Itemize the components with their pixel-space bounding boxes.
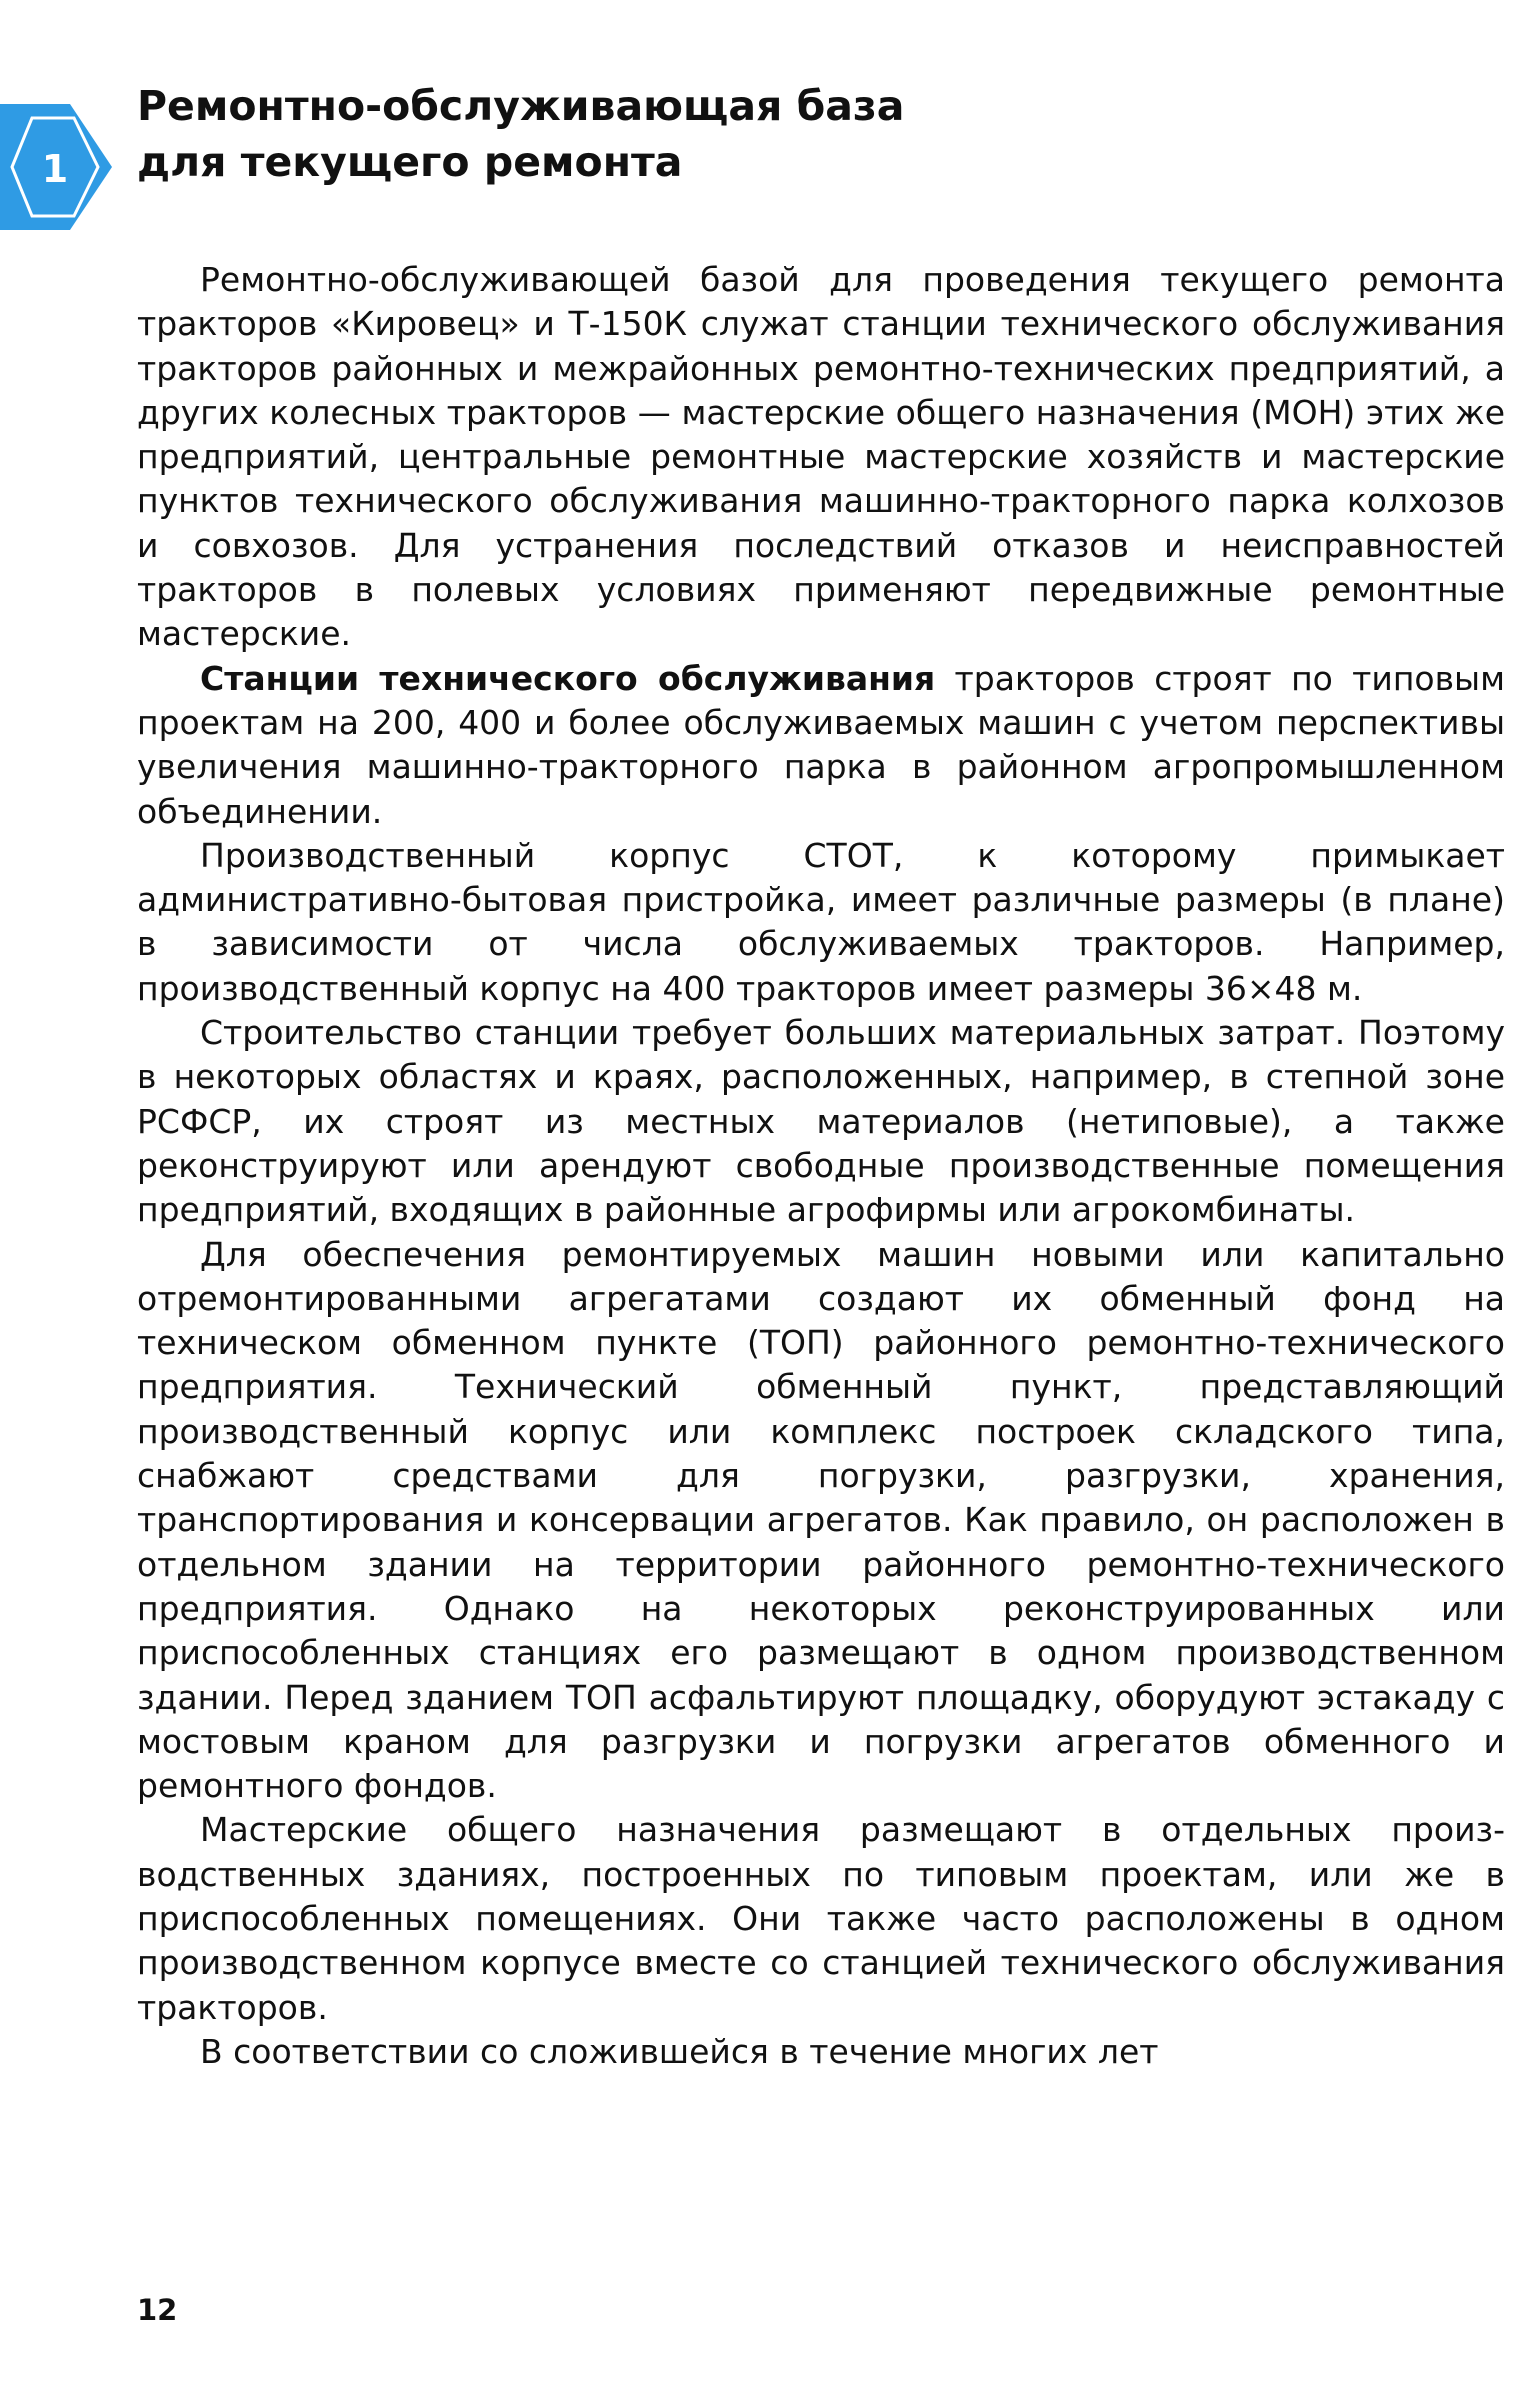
chapter-badge-shape <box>0 104 112 230</box>
section-title-line-2: для текущего ремонта <box>137 138 683 186</box>
paragraph-4: Строительство станции требует больших материальных затрат. Поэтому в некоторых областях и краях, расположенных, например, в степной зоне РСФСР, их строят из местных материалов (нетиповые), а также реконструируют или арендуют свободные производственные помещения предприятий, входящих в районные агрофирмы или агрокомбинаты. <box>137 1013 1505 1230</box>
paragraph-2 <box>137 657 1505 834</box>
body-text <box>137 258 1505 2074</box>
section-title <box>137 78 1337 190</box>
chapter-number-badge <box>0 104 112 230</box>
paragraph-7: В соответствии со сложившейся в течение многих лет <box>200 2031 1159 2071</box>
paragraph-3: Производственный корпус СТОТ, к которому примыкает административно-бытовая пристройка, имеет различные размеры (в плане) в зависимости от числа обслуживаемых тракторов. Например, производственный корпус на 400 тракторов имеет размеры 36×48 м. <box>137 835 1505 1008</box>
paragraph-2-text: тракторов строят по типовым проектам на 200, 400 и более обслуживаемых машин с учетом перспективы увеличения машинно-тракторного парка в районном агропромышленном объединении. <box>137 658 1505 831</box>
page-number: 12 <box>137 2293 178 2327</box>
paragraph-1: Ремонтно-обслуживающей базой для проведения текущего ремонта тракторов «Кировец» и Т-150К служат станции технического обслуживания тракторов районных и межрайонных ремонтно-технических предприятий, а других колесных тракторов — мастерские общего назначения (МОН) этих же предприятий, центральные ремонтные мастерские хозяйств и мастерские пунктов технического обслуживания машинно-тракторного парка колхозов и совхозов. Для устранения последствий отказов и неисправностей тракторов в полевых условиях применяют передвижные ремонтные мастерские. <box>137 260 1505 654</box>
paragraph-2-bold-term: Станции технического обслуживания <box>200 658 936 698</box>
paragraph-5: Для обеспечения ремонтируемых машин новыми или капитально отремонтированными агрегатами создают их обменный фонд на техническом обменном пункте (ТОП) районного ремонтно-технического предприятия. Технический обменный пункт, представляющий производственный корпус или комплекс построек складского типа, снабжают средствами для погрузки, разгрузки, хранения, транспортирования и консервации агрегатов. Как правило, он расположен в отдельном здании на территории районного ремонтно-технического предприятия. Однако на некоторых реконструированных или приспособленных станциях его размещают в одном производственном здании. Перед зданием ТОП асфальтируют площадку, оборудуют эстакаду с мостовым краном для разгрузки и погрузки агрегатов обменного и ремонтного фондов. <box>137 1234 1505 1806</box>
paragraph-6: Мастерские общего назначения размещают в отдельных производственных зданиях, построенных по типовым проектам, или же в приспособленных помещениях. Они также часто расположены в одном производственном корпусе вместе со станцией технического обслуживания тракторов. <box>137 1810 1505 2027</box>
section-title-line-1: Ремонтно-обслуживающая база <box>137 82 905 130</box>
chapter-number: 1 <box>41 147 69 191</box>
